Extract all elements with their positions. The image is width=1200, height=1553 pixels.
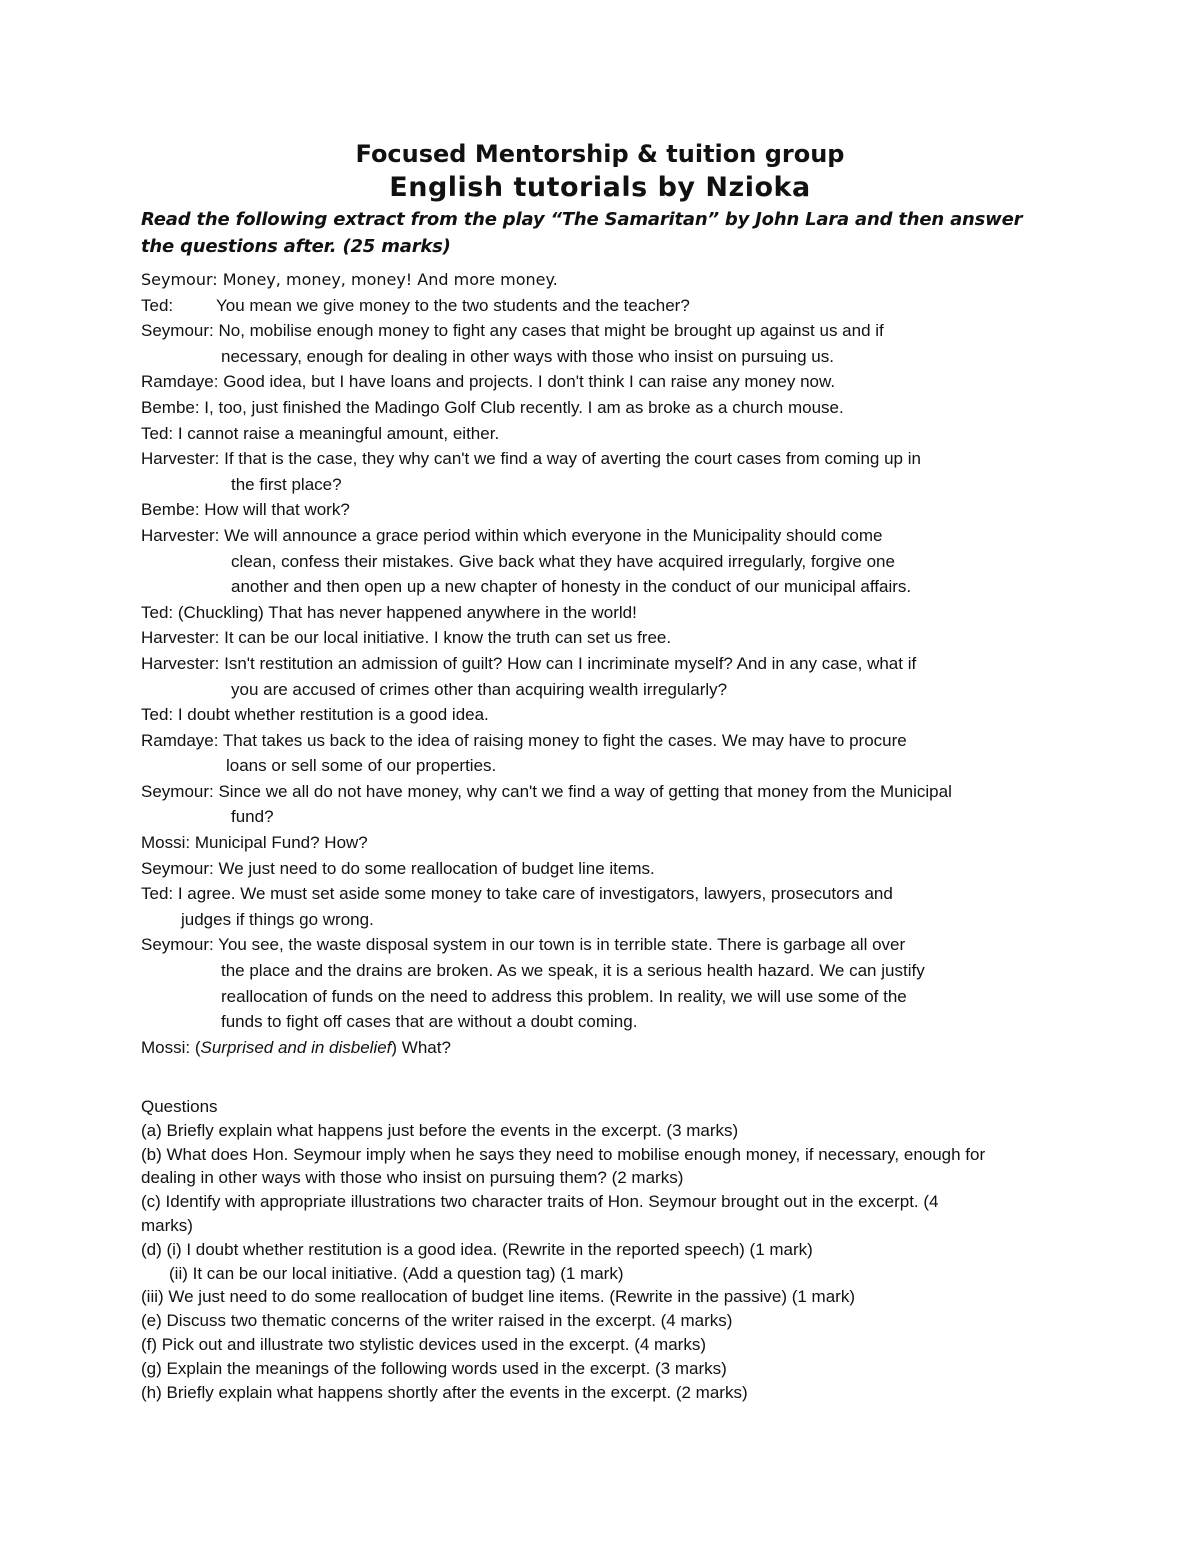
dialogue-line: Ramdaye: Good idea, but I have loans and projects. I don't think I can raise any money now.	[141, 372, 836, 392]
question-item: (a) Briefly explain what happens just before the events in the excerpt. (3 marks)	[141, 1120, 739, 1140]
document-subtitle: English tutorials by Nzioka	[389, 172, 811, 203]
question-item-continuation: marks)	[141, 1215, 193, 1235]
dialogue-line: Ted: I doubt whether restitution is a good idea.	[141, 705, 489, 725]
dialogue-line: Mossi: Municipal Fund? How?	[141, 833, 368, 853]
question-item: (ii) It can be our local initiative. (Add a question tag) (1 mark)	[169, 1263, 624, 1283]
speaker-name: Mossi: (	[141, 1037, 201, 1057]
dialogue-line	[141, 1035, 1071, 1061]
play-extract	[141, 267, 1071, 1060]
speech-text: You mean we give money to the two students and the teacher?	[216, 295, 690, 315]
question-item: (d) (i) I doubt whether restitution is a good idea. (Rewrite in the reported speech) (1 mark)	[141, 1239, 813, 1259]
dialogue-line: Seymour: No, mobilise enough money to fight any cases that might be brought up against us and if	[141, 321, 884, 341]
dialogue-continuation: reallocation of funds on the need to address this problem. In reality, we will use some of the	[221, 986, 907, 1006]
dialogue-continuation: judges if things go wrong.	[181, 909, 374, 929]
dialogue-line: Harvester: If that is the case, they why can't we find a way of averting the court cases from coming up in	[141, 449, 921, 469]
dialogue-continuation: fund?	[231, 807, 274, 827]
dialogue-line: Ted: I cannot raise a meaningful amount, either.	[141, 423, 500, 443]
dialogue-continuation: necessary, enough for dealing in other ways with those who insist on pursuing us.	[221, 346, 834, 366]
dialogue-line: Harvester: It can be our local initiative. I know the truth can set us free.	[141, 628, 672, 648]
dialogue-line: Harvester: We will announce a grace period within which everyone in the Municipality should come	[141, 525, 883, 545]
questions-heading: Questions	[141, 1097, 218, 1116]
questions-section	[141, 1095, 1051, 1404]
dialogue-line: Seymour: You see, the waste disposal system in our town is in terrible state. There is garbage all over	[141, 935, 906, 955]
dialogue-continuation: funds to fight off cases that are without a doubt coming.	[221, 1012, 638, 1032]
dialogue-continuation: the place and the drains are broken. As we speak, it is a serious health hazard. We can justify	[221, 961, 925, 981]
dialogue-continuation: another and then open up a new chapter of honesty in the conduct of our municipal affairs.	[231, 577, 912, 597]
dialogue-line: Seymour: Since we all do not have money, why can't we find a way of getting that money from the Municipal	[141, 781, 952, 801]
question-item: (b) What does Hon. Seymour imply when he says they need to mobilise enough money, if necessary, enough for	[141, 1144, 986, 1164]
dialogue-line: Bembe: How will that work?	[141, 500, 350, 520]
dialogue-continuation: the first place?	[231, 474, 342, 494]
speech-text: ) What?	[391, 1037, 451, 1057]
question-item: (c) Identify with appropriate illustrations two character traits of Hon. Seymour brought out in the excerpt. (4	[141, 1192, 939, 1212]
speech-text: That has never happened anywhere in the world!	[263, 602, 637, 622]
question-item: (h) Briefly explain what happens shortly after the events in the excerpt. (2 marks)	[141, 1382, 748, 1402]
question-item-continuation: dealing in other ways with those who insist on pursuing them? (2 marks)	[141, 1168, 684, 1188]
dialogue-continuation: loans or sell some of our properties.	[226, 756, 497, 776]
dialogue-line: Ramdaye: That takes us back to the idea of raising money to fight the cases. We may have to procure	[141, 730, 907, 750]
dialogue-line: Harvester: Isn't restitution an admission of guilt? How can I incriminate myself? And in any case, what if	[141, 653, 917, 673]
dialogue-line: Bembe: I, too, just finished the Madingo Golf Club recently. I am as broke as a church mouse.	[141, 397, 844, 417]
question-item: (e) Discuss two thematic concerns of the writer raised in the excerpt. (4 marks)	[141, 1311, 733, 1331]
stage-direction: Surprised and in disbelief	[200, 1037, 392, 1057]
dialogue-line	[141, 293, 1071, 319]
question-item: (iii) We just need to do some reallocation of budget line items. (Rewrite in the passive) (1 mark)	[141, 1287, 855, 1307]
dialogue-continuation: you are accused of crimes other than acquiring wealth irregularly?	[231, 679, 728, 699]
instructions: Read the following extract from the play “The Samaritan” by John Lara and then answer the questions after. (25 marks)	[141, 209, 1023, 257]
dialogue-line: Ted: I agree. We must set aside some money to take care of investigators, lawyers, prosecutors and	[141, 884, 893, 904]
document-title: Focused Mentorship & tuition group	[355, 140, 845, 168]
speaker-name: Ted:	[141, 602, 178, 622]
speaker-name: Ted:	[141, 295, 174, 315]
stage-direction: (Chuckling)	[177, 602, 264, 622]
dialogue-line	[141, 600, 1071, 626]
dialogue-line: Seymour: We just need to do some reallocation of budget line items.	[141, 858, 655, 878]
question-item: (g) Explain the meanings of the following words used in the excerpt. (3 marks)	[141, 1358, 727, 1378]
dialogue-line: Seymour: Money, money, money! And more money.	[141, 270, 558, 289]
question-item: (f) Pick out and illustrate two stylistic devices used in the excerpt. (4 marks)	[141, 1334, 706, 1354]
dialogue-continuation: clean, confess their mistakes. Give back what they have acquired irregularly, forgive one	[231, 551, 895, 571]
